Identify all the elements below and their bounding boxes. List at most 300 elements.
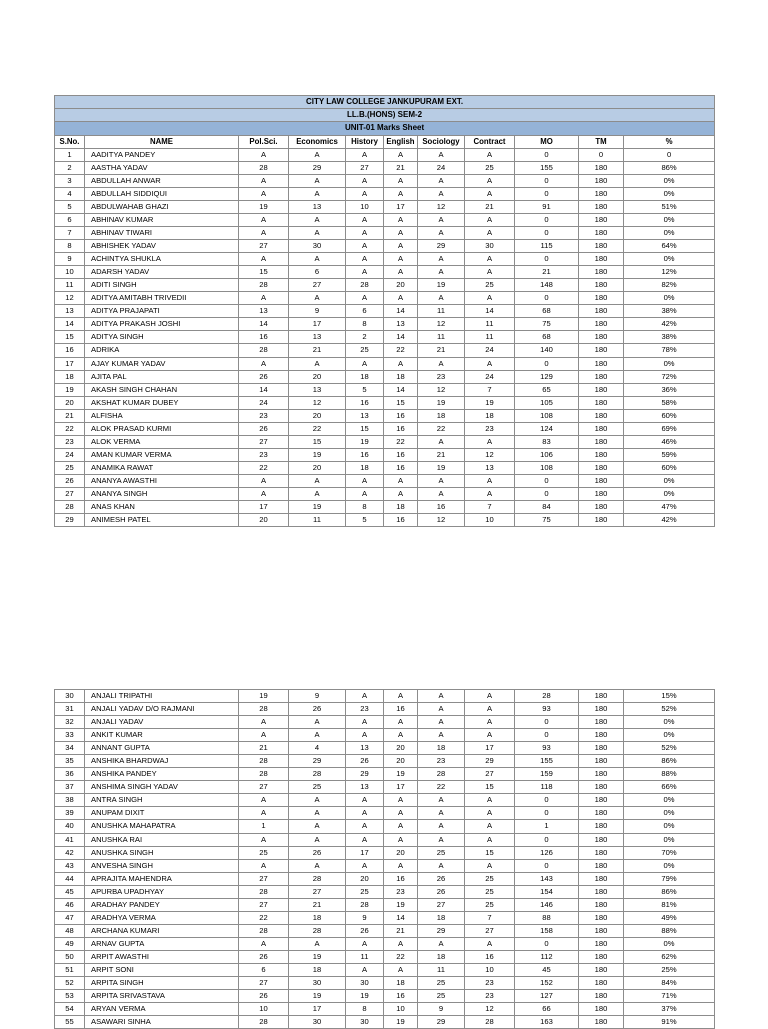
cell-percent: 25%: [624, 963, 715, 976]
cell-mo: 1: [515, 820, 579, 833]
cell-contract: 23: [465, 422, 515, 435]
cell-economics: 29: [289, 161, 346, 174]
cell-english: 21: [384, 161, 418, 174]
cell-name: AASTHA YADAV: [85, 161, 239, 174]
cell-english: A: [384, 174, 418, 187]
cell-polsci: A: [239, 187, 289, 200]
cell-percent: 0%: [624, 357, 715, 370]
cell-sno: 27: [55, 487, 85, 500]
cell-mo: 0: [515, 227, 579, 240]
cell-polsci: 22: [239, 911, 289, 924]
cell-mo: 155: [515, 755, 579, 768]
cell-economics: 9: [289, 690, 346, 703]
cell-english: A: [384, 474, 418, 487]
cell-name: ANANYA SINGH: [85, 487, 239, 500]
cell-tm: 180: [579, 409, 624, 422]
col-header-polsci: Pol.Sci.: [239, 135, 289, 148]
cell-tm: 180: [579, 474, 624, 487]
cell-economics: A: [289, 487, 346, 500]
table-row: [55, 820, 715, 833]
cell-contract: 24: [465, 370, 515, 383]
cell-contract: 27: [465, 924, 515, 937]
cell-history: 5: [346, 383, 384, 396]
cell-name: ANAS KHAN: [85, 501, 239, 514]
cell-sociology: A: [418, 487, 465, 500]
cell-sno: 29: [55, 514, 85, 527]
cell-tm: 180: [579, 977, 624, 990]
cell-sno: 44: [55, 872, 85, 885]
table-row: [55, 690, 715, 703]
cell-sociology: 12: [418, 200, 465, 213]
table-row: [55, 872, 715, 885]
cell-tm: 180: [579, 487, 624, 500]
cell-economics: A: [289, 187, 346, 200]
cell-name: ASAWARI SINHA: [85, 1016, 239, 1029]
cell-history: 10: [346, 200, 384, 213]
cell-mo: 0: [515, 487, 579, 500]
cell-sno: 3: [55, 174, 85, 187]
cell-polsci: 28: [239, 768, 289, 781]
table-row: [55, 950, 715, 963]
cell-sno: 40: [55, 820, 85, 833]
cell-name: ARPITA SINGH: [85, 977, 239, 990]
cell-mo: 93: [515, 742, 579, 755]
cell-sociology: 22: [418, 781, 465, 794]
cell-name: ANVESHA SINGH: [85, 859, 239, 872]
table-row: [55, 331, 715, 344]
cell-name: ARYAN VERMA: [85, 1003, 239, 1016]
cell-contract: A: [465, 487, 515, 500]
cell-economics: A: [289, 227, 346, 240]
cell-contract: A: [465, 474, 515, 487]
cell-percent: 78%: [624, 344, 715, 357]
table-row: [55, 729, 715, 742]
sheet-title: UNIT-01 Marks Sheet: [55, 122, 715, 135]
cell-name: ALOK PRASAD KURMI: [85, 422, 239, 435]
cell-tm: 180: [579, 344, 624, 357]
cell-percent: 0%: [624, 716, 715, 729]
cell-english: 21: [384, 924, 418, 937]
cell-polsci: A: [239, 937, 289, 950]
cell-contract: 11: [465, 331, 515, 344]
cell-mo: 0: [515, 148, 579, 161]
cell-economics: 21: [289, 344, 346, 357]
cell-name: ABHINAV KUMAR: [85, 213, 239, 226]
cell-english: A: [384, 187, 418, 200]
cell-economics: 18: [289, 963, 346, 976]
cell-sno: 10: [55, 266, 85, 279]
cell-history: A: [346, 963, 384, 976]
cell-name: ANAMIKA RAWAT: [85, 461, 239, 474]
cell-english: A: [384, 716, 418, 729]
cell-percent: 86%: [624, 161, 715, 174]
cell-percent: 0%: [624, 253, 715, 266]
cell-polsci: 28: [239, 279, 289, 292]
cell-polsci: A: [239, 729, 289, 742]
cell-english: 20: [384, 742, 418, 755]
cell-english: 20: [384, 846, 418, 859]
cell-english: A: [384, 487, 418, 500]
cell-economics: A: [289, 357, 346, 370]
cell-sno: 55: [55, 1016, 85, 1029]
cell-tm: 180: [579, 859, 624, 872]
cell-english: 14: [384, 305, 418, 318]
cell-history: A: [346, 807, 384, 820]
cell-contract: A: [465, 435, 515, 448]
cell-english: 16: [384, 422, 418, 435]
cell-name: ANNANT GUPTA: [85, 742, 239, 755]
cell-history: 23: [346, 703, 384, 716]
cell-polsci: 15: [239, 266, 289, 279]
table-row: [55, 396, 715, 409]
cell-name: ARPIT AWASTHI: [85, 950, 239, 963]
cell-tm: 180: [579, 370, 624, 383]
cell-sociology: 18: [418, 911, 465, 924]
cell-mo: 146: [515, 898, 579, 911]
cell-sno: 1: [55, 148, 85, 161]
cell-tm: 180: [579, 781, 624, 794]
cell-english: 18: [384, 370, 418, 383]
cell-tm: 180: [579, 357, 624, 370]
table-row: [55, 305, 715, 318]
cell-name: ARPITA SRIVASTAVA: [85, 990, 239, 1003]
table-row: [55, 885, 715, 898]
cell-english: 14: [384, 331, 418, 344]
cell-sno: 8: [55, 240, 85, 253]
cell-name: ABHISHEK YADAV: [85, 240, 239, 253]
cell-tm: 180: [579, 292, 624, 305]
cell-percent: 38%: [624, 305, 715, 318]
cell-tm: 180: [579, 331, 624, 344]
cell-tm: 180: [579, 742, 624, 755]
cell-percent: 81%: [624, 898, 715, 911]
cell-name: ADRIKA: [85, 344, 239, 357]
cell-history: 16: [346, 448, 384, 461]
cell-mo: 126: [515, 846, 579, 859]
cell-sno: 18: [55, 370, 85, 383]
cell-sno: 37: [55, 781, 85, 794]
cell-economics: A: [289, 833, 346, 846]
cell-name: APURBA UPADHYAY: [85, 885, 239, 898]
cell-sociology: A: [418, 266, 465, 279]
cell-history: 30: [346, 1016, 384, 1029]
cell-contract: A: [465, 266, 515, 279]
cell-contract: 25: [465, 898, 515, 911]
cell-sno: 26: [55, 474, 85, 487]
cell-percent: 0: [624, 148, 715, 161]
cell-name: ARPIT SONI: [85, 963, 239, 976]
cell-percent: 79%: [624, 872, 715, 885]
cell-economics: 13: [289, 383, 346, 396]
cell-sno: 33: [55, 729, 85, 742]
cell-sno: 54: [55, 1003, 85, 1016]
cell-english: 18: [384, 977, 418, 990]
cell-mo: 140: [515, 344, 579, 357]
table-row: [55, 859, 715, 872]
col-header-tm: TM: [579, 135, 624, 148]
cell-economics: A: [289, 174, 346, 187]
cell-name: ADITYA AMITABH TRIVEDII: [85, 292, 239, 305]
cell-economics: A: [289, 716, 346, 729]
cell-tm: 180: [579, 1016, 624, 1029]
cell-tm: 180: [579, 200, 624, 213]
cell-name: ANUSHKA RAI: [85, 833, 239, 846]
cell-sociology: A: [418, 292, 465, 305]
cell-history: A: [346, 833, 384, 846]
cell-tm: 180: [579, 422, 624, 435]
cell-polsci: A: [239, 174, 289, 187]
table-row: [55, 279, 715, 292]
cell-sno: 14: [55, 318, 85, 331]
cell-tm: 180: [579, 514, 624, 527]
cell-mo: 0: [515, 859, 579, 872]
cell-polsci: A: [239, 807, 289, 820]
cell-tm: 180: [579, 963, 624, 976]
cell-mo: 0: [515, 292, 579, 305]
cell-english: A: [384, 213, 418, 226]
cell-sociology: 29: [418, 240, 465, 253]
cell-history: 9: [346, 911, 384, 924]
course-title: LL.B.(HONS) SEM-2: [55, 109, 715, 122]
cell-percent: 69%: [624, 422, 715, 435]
cell-polsci: 27: [239, 977, 289, 990]
cell-economics: 17: [289, 318, 346, 331]
cell-mo: 45: [515, 963, 579, 976]
cell-contract: A: [465, 213, 515, 226]
cell-mo: 148: [515, 279, 579, 292]
cell-percent: 38%: [624, 331, 715, 344]
cell-history: 26: [346, 924, 384, 937]
cell-tm: 180: [579, 318, 624, 331]
cell-contract: 19: [465, 396, 515, 409]
cell-polsci: 27: [239, 240, 289, 253]
cell-mo: 0: [515, 474, 579, 487]
cell-sociology: 29: [418, 924, 465, 937]
cell-tm: 180: [579, 729, 624, 742]
cell-sociology: A: [418, 148, 465, 161]
cell-percent: 86%: [624, 755, 715, 768]
cell-sociology: A: [418, 253, 465, 266]
cell-tm: 180: [579, 768, 624, 781]
cell-name: ADITI SINGH: [85, 279, 239, 292]
cell-sno: 22: [55, 422, 85, 435]
cell-english: A: [384, 240, 418, 253]
cell-mo: 83: [515, 435, 579, 448]
cell-polsci: 27: [239, 781, 289, 794]
cell-economics: 26: [289, 846, 346, 859]
cell-contract: 15: [465, 846, 515, 859]
cell-mo: 0: [515, 794, 579, 807]
cell-percent: 91%: [624, 1016, 715, 1029]
cell-history: A: [346, 487, 384, 500]
col-header-name: NAME: [85, 135, 239, 148]
cell-english: A: [384, 859, 418, 872]
cell-sociology: 18: [418, 742, 465, 755]
col-header-mo: MO: [515, 135, 579, 148]
cell-name: ALFISHA: [85, 409, 239, 422]
cell-english: A: [384, 794, 418, 807]
cell-tm: 180: [579, 924, 624, 937]
table-row: [55, 807, 715, 820]
cell-mo: 21: [515, 266, 579, 279]
cell-name: ANKIT KUMAR: [85, 729, 239, 742]
cell-sociology: 11: [418, 963, 465, 976]
cell-economics: 18: [289, 911, 346, 924]
table-row: [55, 1003, 715, 1016]
table-row: [55, 474, 715, 487]
cell-polsci: 19: [239, 200, 289, 213]
cell-tm: 180: [579, 1003, 624, 1016]
cell-percent: 37%: [624, 1003, 715, 1016]
cell-english: 13: [384, 318, 418, 331]
cell-contract: 7: [465, 501, 515, 514]
cell-economics: 11: [289, 514, 346, 527]
cell-sociology: A: [418, 187, 465, 200]
cell-tm: 180: [579, 435, 624, 448]
cell-mo: 0: [515, 187, 579, 200]
cell-polsci: 28: [239, 1016, 289, 1029]
cell-percent: 82%: [624, 279, 715, 292]
cell-economics: 30: [289, 977, 346, 990]
cell-contract: 10: [465, 963, 515, 976]
cell-percent: 71%: [624, 990, 715, 1003]
cell-history: 13: [346, 409, 384, 422]
cell-sno: 19: [55, 383, 85, 396]
table-row: [55, 768, 715, 781]
cell-contract: 16: [465, 950, 515, 963]
cell-history: A: [346, 292, 384, 305]
cell-tm: 180: [579, 279, 624, 292]
cell-polsci: 20: [239, 514, 289, 527]
cell-sociology: 18: [418, 950, 465, 963]
cell-economics: 29: [289, 755, 346, 768]
cell-percent: 70%: [624, 846, 715, 859]
cell-polsci: A: [239, 716, 289, 729]
cell-percent: 88%: [624, 768, 715, 781]
cell-history: 15: [346, 422, 384, 435]
cell-percent: 60%: [624, 461, 715, 474]
cell-sno: 15: [55, 331, 85, 344]
cell-name: ARNAV GUPTA: [85, 937, 239, 950]
cell-percent: 0%: [624, 187, 715, 200]
cell-contract: A: [465, 174, 515, 187]
cell-mo: 28: [515, 690, 579, 703]
cell-mo: 0: [515, 807, 579, 820]
cell-economics: 30: [289, 1016, 346, 1029]
cell-sociology: 11: [418, 331, 465, 344]
cell-mo: 118: [515, 781, 579, 794]
cell-history: 8: [346, 501, 384, 514]
cell-name: ADITYA SINGH: [85, 331, 239, 344]
cell-percent: 59%: [624, 448, 715, 461]
cell-name: ANSHIMA SINGH YADAV: [85, 781, 239, 794]
cell-economics: A: [289, 253, 346, 266]
cell-english: 14: [384, 911, 418, 924]
cell-contract: 14: [465, 305, 515, 318]
cell-history: 30: [346, 977, 384, 990]
cell-history: A: [346, 820, 384, 833]
cell-sociology: A: [418, 833, 465, 846]
cell-sociology: A: [418, 690, 465, 703]
cell-percent: 0%: [624, 474, 715, 487]
cell-sno: 32: [55, 716, 85, 729]
cell-english: A: [384, 820, 418, 833]
cell-name: ABDULWAHAB GHAZI: [85, 200, 239, 213]
cell-name: ANUPAM DIXIT: [85, 807, 239, 820]
cell-name: ALOK VERMA: [85, 435, 239, 448]
cell-sno: 23: [55, 435, 85, 448]
cell-sno: 4: [55, 187, 85, 200]
cell-history: 5: [346, 514, 384, 527]
cell-sociology: 19: [418, 461, 465, 474]
cell-polsci: 23: [239, 448, 289, 461]
cell-tm: 180: [579, 911, 624, 924]
cell-percent: 0%: [624, 174, 715, 187]
cell-sno: 20: [55, 396, 85, 409]
cell-mo: 93: [515, 703, 579, 716]
cell-name: ANJALI TRIPATHI: [85, 690, 239, 703]
cell-contract: 24: [465, 344, 515, 357]
cell-mo: 143: [515, 872, 579, 885]
table-row: [55, 435, 715, 448]
cell-percent: 0%: [624, 729, 715, 742]
cell-economics: 20: [289, 409, 346, 422]
cell-english: A: [384, 963, 418, 976]
cell-mo: 124: [515, 422, 579, 435]
cell-history: 19: [346, 990, 384, 1003]
cell-economics: A: [289, 794, 346, 807]
cell-contract: A: [465, 807, 515, 820]
cell-history: A: [346, 357, 384, 370]
col-header-contract: Contract: [465, 135, 515, 148]
cell-sno: 47: [55, 911, 85, 924]
cell-contract: 27: [465, 768, 515, 781]
cell-contract: A: [465, 227, 515, 240]
cell-contract: A: [465, 716, 515, 729]
cell-history: 28: [346, 898, 384, 911]
cell-english: 15: [384, 396, 418, 409]
cell-english: 16: [384, 990, 418, 1003]
cell-english: 16: [384, 872, 418, 885]
cell-name: ANJALI YADAV D/O RAJMANI: [85, 703, 239, 716]
cell-english: 23: [384, 885, 418, 898]
cell-history: 18: [346, 370, 384, 383]
cell-history: 26: [346, 755, 384, 768]
cell-name: ADARSH YADAV: [85, 266, 239, 279]
cell-tm: 180: [579, 950, 624, 963]
table-row: [55, 187, 715, 200]
cell-english: A: [384, 227, 418, 240]
cell-mo: 68: [515, 331, 579, 344]
cell-economics: A: [289, 937, 346, 950]
table-row: [55, 703, 715, 716]
cell-history: 11: [346, 950, 384, 963]
cell-english: A: [384, 690, 418, 703]
cell-polsci: 24: [239, 396, 289, 409]
cell-contract: 25: [465, 885, 515, 898]
cell-contract: 23: [465, 990, 515, 1003]
cell-sno: 48: [55, 924, 85, 937]
cell-mo: 75: [515, 318, 579, 331]
cell-tm: 180: [579, 716, 624, 729]
cell-sno: 28: [55, 501, 85, 514]
table-row: [55, 963, 715, 976]
cell-tm: 180: [579, 461, 624, 474]
cell-mo: 84: [515, 501, 579, 514]
cell-sno: 36: [55, 768, 85, 781]
table-row: [55, 161, 715, 174]
cell-name: ANJALI YADAV: [85, 716, 239, 729]
